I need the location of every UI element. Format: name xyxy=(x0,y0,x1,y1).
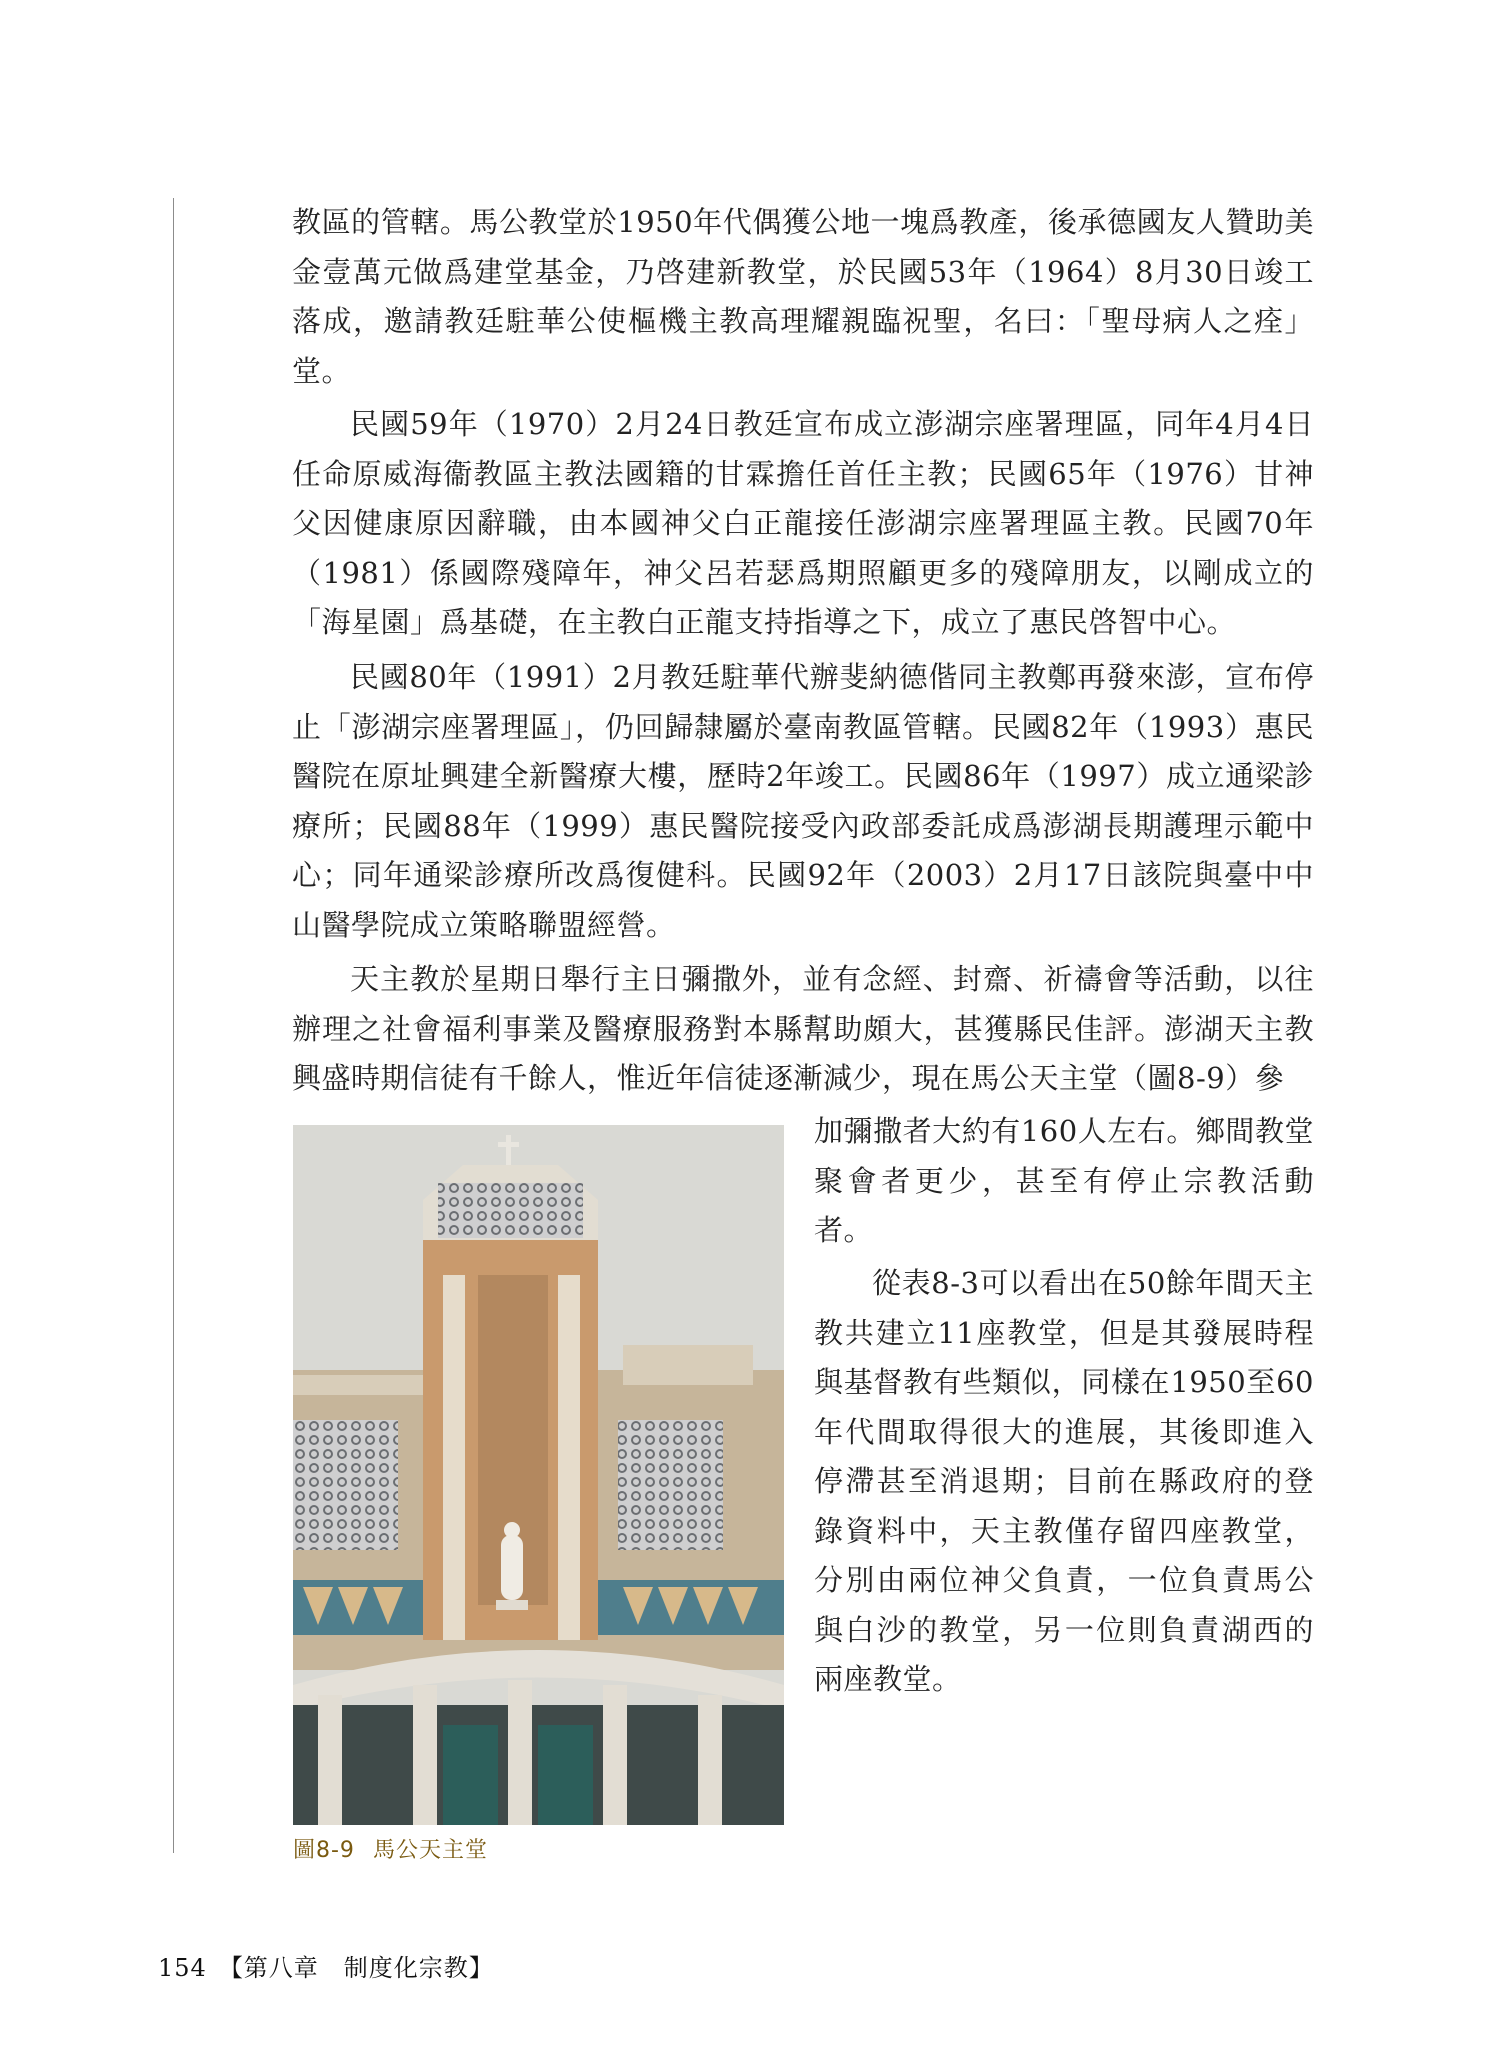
margin-rule xyxy=(173,198,174,1853)
church-illustration xyxy=(293,1125,784,1825)
paragraph-1: 教區的管轄。馬公教堂於1950年代偶獲公地一塊爲教產，後承德國友人贊助美金壹萬元做爲建堂基金，乃啓建新教堂，於民國53年（1964）8月30日竣工落成，邀請教廷駐華公使樞機主教高理耀親臨祝聖，名曰：「聖母病人之痊」堂。 xyxy=(292,205,1314,388)
paragraph-3: 民國80年（1991）2月教廷駐華代辦斐納德偕同主教鄭再發來澎，宣布停止「澎湖宗座署理區」，仍回歸隸屬於臺南教區管轄。民國82年（1993）惠民醫院在原址興建全新醫療大樓，歷時2年竣工。民國86年（1997）成立通梁診療所；民國88年（1999）惠民醫院接受內政部委託成爲澎湖長期護理示範中心；同年通梁診療所改爲復健科。民國92年（2003）2月17日該院與臺中中山醫學院成立策略聯盟經營。 xyxy=(292,660,1314,942)
page-number: 154 xyxy=(158,1954,207,1982)
chapter-title: 【第八章 制度化宗教】 xyxy=(218,1954,494,1982)
paragraph-4: 天主教於星期日舉行主日彌撒外，並有念經、封齋、祈禱會等活動，以往辦理之社會福利事業及醫療服務對本縣幫助頗大，甚獲縣民佳評。澎湖天主教興盛時期信徒有千餘人，惟近年信徒逐漸減少，現在馬公天主堂（圖8-9）參 xyxy=(292,962,1314,1095)
figure-caption xyxy=(293,1833,488,1864)
paragraph-5: 加彌撒者大約有160人左右。鄉間教堂聚會者更少，甚至有停止宗教活動者。 xyxy=(814,1114,1314,1247)
figure-title: 馬公天主堂 xyxy=(372,1838,488,1863)
paragraph-2: 民國59年（1970）2月24日教廷宣布成立澎湖宗座署理區，同年4月4日任命原威海衞教區主教法國籍的甘霖擔任首任主教；民國65年（1976）甘神父因健康原因辭職，由本國神父白正龍接任澎湖宗座署理區主教。民國70年（1981）係國際殘障年，神父呂若瑟爲期照顧更多的殘障朋友，以剛成立的「海星園」爲基礎，在主教白正龍支持指導之下，成立了惠民啓智中心。 xyxy=(292,407,1314,639)
church-photo xyxy=(293,1125,784,1825)
figure-number: 圖8-9 xyxy=(293,1838,355,1863)
page-footer xyxy=(158,1948,494,1983)
paragraph-6: 從表8-3可以看出在50餘年間天主教共建立11座教堂，但是其發展時程與基督教有些類似，同樣在1950至60年代間取得很大的進展，其後即進入停滯甚至消退期；目前在縣政府的登錄資料中，天主教僅存留四座教堂，分別由兩位神父負責，一位負責馬公與白沙的教堂，另一位則負責湖西的兩座教堂。 xyxy=(814,1266,1314,1696)
